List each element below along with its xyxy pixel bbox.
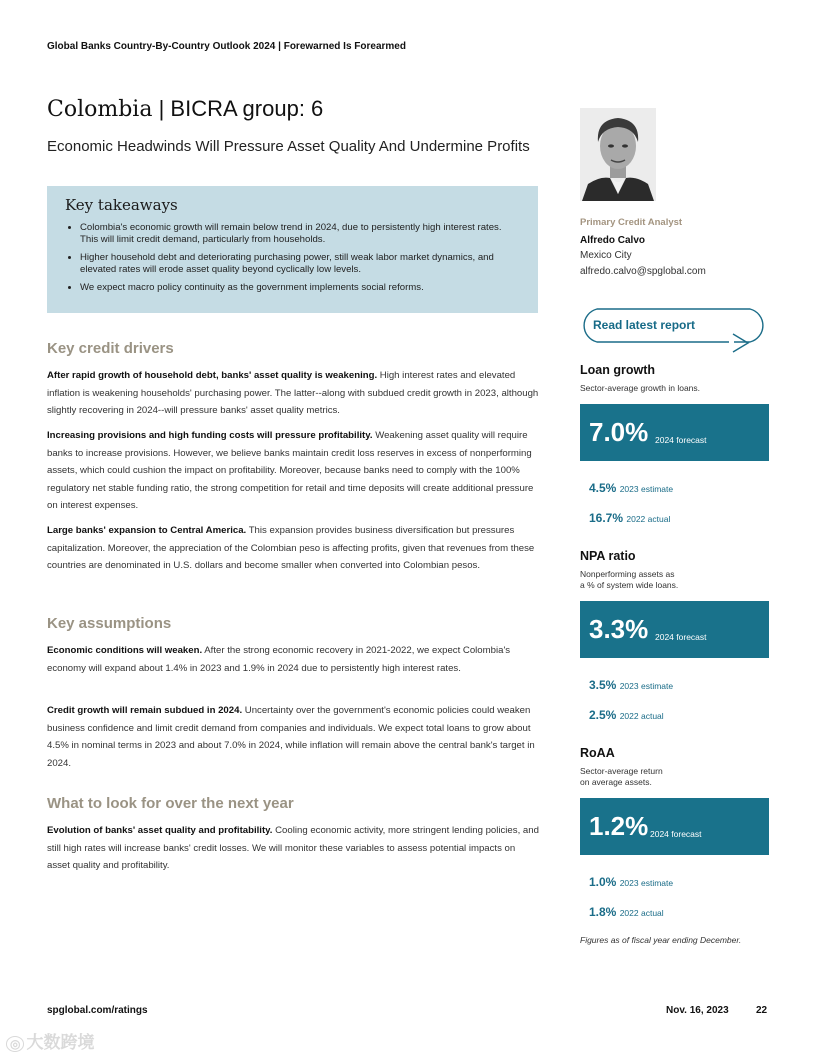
estimate-value: 4.5%	[589, 481, 617, 495]
actual-label: 2022 actual	[619, 908, 664, 918]
subtitle-line: a % of system wide loans.	[580, 580, 679, 590]
paragraph-text: Cooling economic activity, more stringent lending policies, and still high rates will increase banks' credit losses. We will monitor these variables to assess potential impacts on asset quality and profitability.	[47, 825, 539, 871]
forecast-label: 2024 forecast	[655, 632, 707, 642]
paragraph-text: This expansion provides business diversification but pressures capitalization. Moreover, the appreciation of the Colombian peso is affecting profits, given that revenues from these countries are denominated in U.S. dollars and become smaller when converted into Colombian pesos.	[47, 525, 535, 571]
loan-growth-title: Loan growth	[580, 363, 655, 377]
actual-value: 16.7%	[589, 511, 624, 525]
footer-date: Nov. 16, 2023	[666, 1005, 729, 1016]
takeaways-list	[65, 222, 520, 294]
footnote: Figures as of fiscal year ending December.	[580, 935, 742, 945]
assumption-paragraph	[47, 642, 539, 677]
title-country: Colombia	[47, 97, 153, 122]
paragraph-lead: Increasing provisions and high funding costs will pressure profitability.	[47, 430, 373, 441]
paragraph-text: After the strong economic recovery in 2021-2022, we expect Colombia's economy will expand about 1.4% in 2023 and 1.9% in 2024 due to persistently high interest rates.	[47, 645, 511, 674]
key-takeaways-box	[47, 186, 538, 313]
subtitle-line: Sector-average return	[580, 766, 663, 776]
read-report-label: Read latest report	[593, 318, 696, 332]
forecast-value: 7.0%	[589, 417, 649, 447]
loan-growth-subtitle: Sector-average growth in loans.	[580, 383, 701, 393]
paragraph-lead: Evolution of banks' asset quality and profitability.	[47, 825, 273, 836]
loan-growth-forecast-box	[580, 404, 769, 461]
npa-ratio-subtitle	[580, 569, 678, 591]
forecast-value: 1.2%	[589, 811, 649, 841]
subtitle-line: Nonperforming assets as	[580, 569, 675, 579]
estimate-value: 1.0%	[589, 875, 617, 889]
npa-ratio-forecast-box	[580, 601, 769, 658]
npa-ratio-title: NPA ratio	[580, 549, 636, 563]
estimate-label: 2023 estimate	[619, 681, 674, 691]
roaa-forecast-box	[580, 798, 769, 855]
outlook-paragraph	[47, 822, 539, 875]
assumption-paragraph	[47, 702, 539, 772]
takeaway-item: • We expect macro policy continuity as the government implements social reforms.	[80, 282, 520, 294]
actual-label: 2022 actual	[626, 514, 671, 524]
assumptions-heading: Key assumptions	[47, 615, 172, 632]
title-separator: |	[152, 96, 171, 121]
credit-drivers-heading: Key credit drivers	[47, 340, 174, 357]
page-number: 22	[756, 1005, 768, 1016]
forecast-label: 2024 forecast	[650, 829, 702, 839]
estimate-value: 3.5%	[589, 678, 617, 692]
page-title	[47, 96, 323, 122]
paragraph-text: Uncertainty over the government's economic policies could weaken business confidence and limit credit demand from companies and individuals. We expect total loans to grow about 4.5% in nominal terms in 2023 and about 7.0% in 2024, while inflation will remain above the central bank's target in 2024.	[47, 705, 535, 769]
forecast-value: 3.3%	[589, 614, 649, 644]
paragraph-lead: Credit growth will remain subdued in 2024.	[47, 705, 243, 716]
paragraph-lead: After rapid growth of household debt, banks' asset quality is weakening.	[47, 370, 378, 381]
takeaway-item: • Colombia's economic growth will remain below trend in 2024, due to persistently high interest rates. This will limit credit demand, particularly from households.	[80, 222, 520, 246]
paragraph-text: High interest rates and elevated inflation is weakening households' purchasing power. The latter--along with subdued credit growth in 2023, although slightly recovering in 2024--will pressure banks' asset quality metrics.	[47, 370, 539, 416]
estimate-label: 2023 estimate	[619, 484, 674, 494]
npa-ratio-estimate	[589, 678, 673, 692]
estimate-label: 2023 estimate	[619, 878, 674, 888]
actual-value: 2.5%	[589, 708, 617, 722]
running-header: Global Banks Country-By-Country Outlook 2024 | Forewarned Is Forearmed	[47, 41, 406, 52]
arrow-right-icon	[733, 334, 748, 352]
subtitle-line: on average assets.	[580, 777, 652, 787]
actual-value: 1.8%	[589, 905, 617, 919]
read-report-outline	[580, 308, 770, 356]
roaa-actual	[589, 905, 664, 919]
analyst-email[interactable]: alfredo.calvo@spglobal.com	[580, 266, 706, 277]
watermark-logo-icon: ◎	[6, 1036, 24, 1052]
forecast-label: 2024 forecast	[655, 435, 707, 445]
roaa-subtitle	[580, 766, 663, 788]
takeaway-item: • Higher household debt and deteriorating purchasing power, still weak labor market dynamics, and elevated rates will erode asset quality beyond cyclically low levels.	[80, 252, 520, 276]
credit-driver-paragraph	[47, 427, 539, 515]
page-subtitle: Economic Headwinds Will Pressure Asset Quality And Undermine Profits	[47, 138, 530, 155]
analyst-label: Primary Credit Analyst	[580, 217, 683, 228]
takeaways-heading: Key takeaways	[65, 196, 178, 214]
npa-ratio-actual	[589, 708, 664, 722]
credit-driver-paragraph	[47, 522, 539, 575]
title-group: BICRA group: 6	[170, 96, 324, 121]
actual-label: 2022 actual	[619, 711, 664, 721]
roaa-estimate	[589, 875, 673, 889]
footer-site-link[interactable]: spglobal.com/ratings	[47, 1005, 148, 1016]
read-latest-report-button[interactable]	[580, 308, 766, 342]
loan-growth-actual	[589, 511, 670, 525]
analyst-city: Mexico City	[580, 250, 632, 261]
analyst-photo	[580, 108, 656, 201]
paragraph-text: Weakening asset quality will require banks to increase provisions. However, we believe banks maintain credit loss reserves in excess of nonperforming assets, which could cushion the impact on profitability. Moreover, because banks need to comply with the 100% regulatory net stable funding ratio, the strong competition for retail and time deposits will create additional pressure on interest expenses.	[47, 430, 534, 511]
outlook-heading: What to look for over the next year	[47, 795, 294, 812]
analyst-name: Alfredo Calvo	[580, 235, 646, 246]
watermark	[6, 1028, 94, 1053]
paragraph-lead: Economic conditions will weaken.	[47, 645, 203, 656]
paragraph-lead: Large banks' expansion to Central America.	[47, 525, 247, 536]
roaa-title: RoAA	[580, 746, 615, 760]
watermark-text: 大数跨境	[26, 1033, 95, 1052]
credit-driver-paragraph	[47, 367, 539, 420]
loan-growth-estimate	[589, 481, 673, 495]
